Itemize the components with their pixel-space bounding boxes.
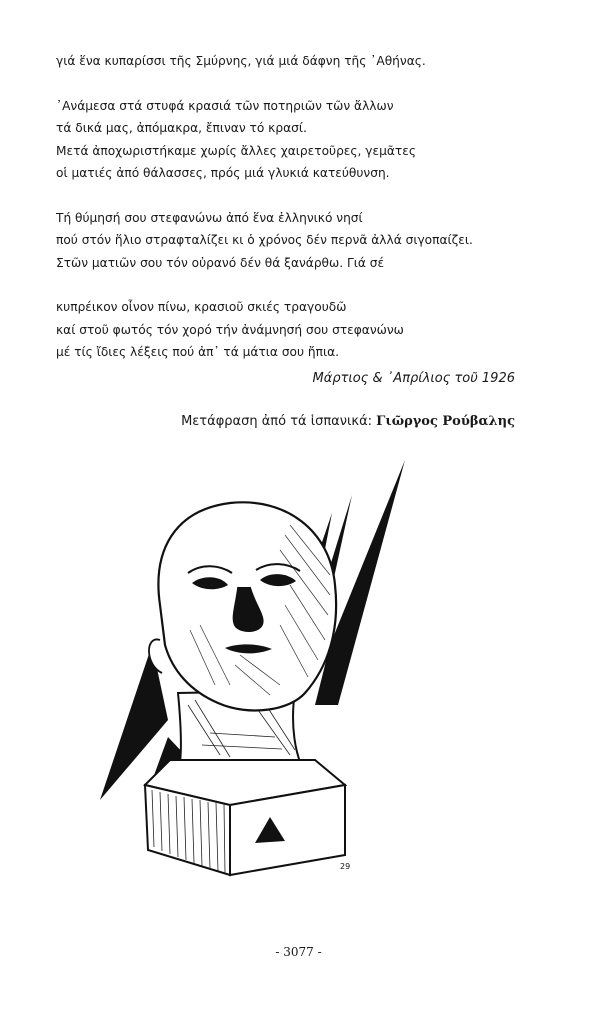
translation-credit [181,414,515,429]
artist-signature: 29 [340,862,351,871]
poem-line: Στῶν ματιῶν σου τόν οὐρανό δέν θά ξανάρθω. Γιά σέ [56,255,385,270]
poem-line: Τή θύμησή σου στεφανώνω ἀπό ἕνα ἑλληνικό νησί [56,210,363,225]
poem-line: Μετά ἀποχωριστήκαμε χωρίς ἄλλες χαιρετοῦρες, γεμᾶτες [56,143,416,158]
poem-line: γιά ἕνα κυπαρίσσι τῆς Σμύρνης, γιά μιά δάφνη τῆς ᾿Αθήνας. [56,54,426,68]
poem-line: κυπρέικον οἶνον πίνω, κρασιοῦ σκιές τραγουδῶ [56,300,347,314]
stanza-2 [56,95,536,185]
page-number: - 3077 - [275,945,322,959]
stanza-4 [56,296,536,364]
stanza-3 [56,207,536,275]
poem-line: καί στοῦ φωτός τόν χορό τήν ἀνάμνησή σου στεφανώνω [56,322,404,337]
poem-line: μέ τίς ἴδιες λέξεις πού ἀπ᾿ τά μάτια σου ἤπια. [56,345,340,359]
poem-date: Μάρτιος & ᾿Απρίλιος τοῦ 1926 [312,371,515,386]
poem-line: πού στόν ἥλιο στραφταλίζει κι ὁ χρόνος δέν περνᾶ ἀλλά σιγοπαίζει. [56,233,473,247]
credit-label: Μετάφραση ἀπό τά ἱσπανικά: [181,414,373,429]
poem-line: τά δικά μας, ἀπόμακρα, ἔπιναν τό κρασί. [56,121,307,135]
stanza-1 [56,50,536,73]
translator-name: Γιῶργος Ρούβαλης [376,414,515,429]
poem-line: ᾿Ανάμεσα στά στυφά κρασιά τῶν ποτηριῶν τῶν ἄλλων [56,98,394,113]
bust-illustration [90,455,420,895]
poem-line: οἱ ματιές ἀπό θάλασσες, πρός μιά γλυκιά κατεύθυνση. [56,166,390,180]
poem [56,50,536,386]
